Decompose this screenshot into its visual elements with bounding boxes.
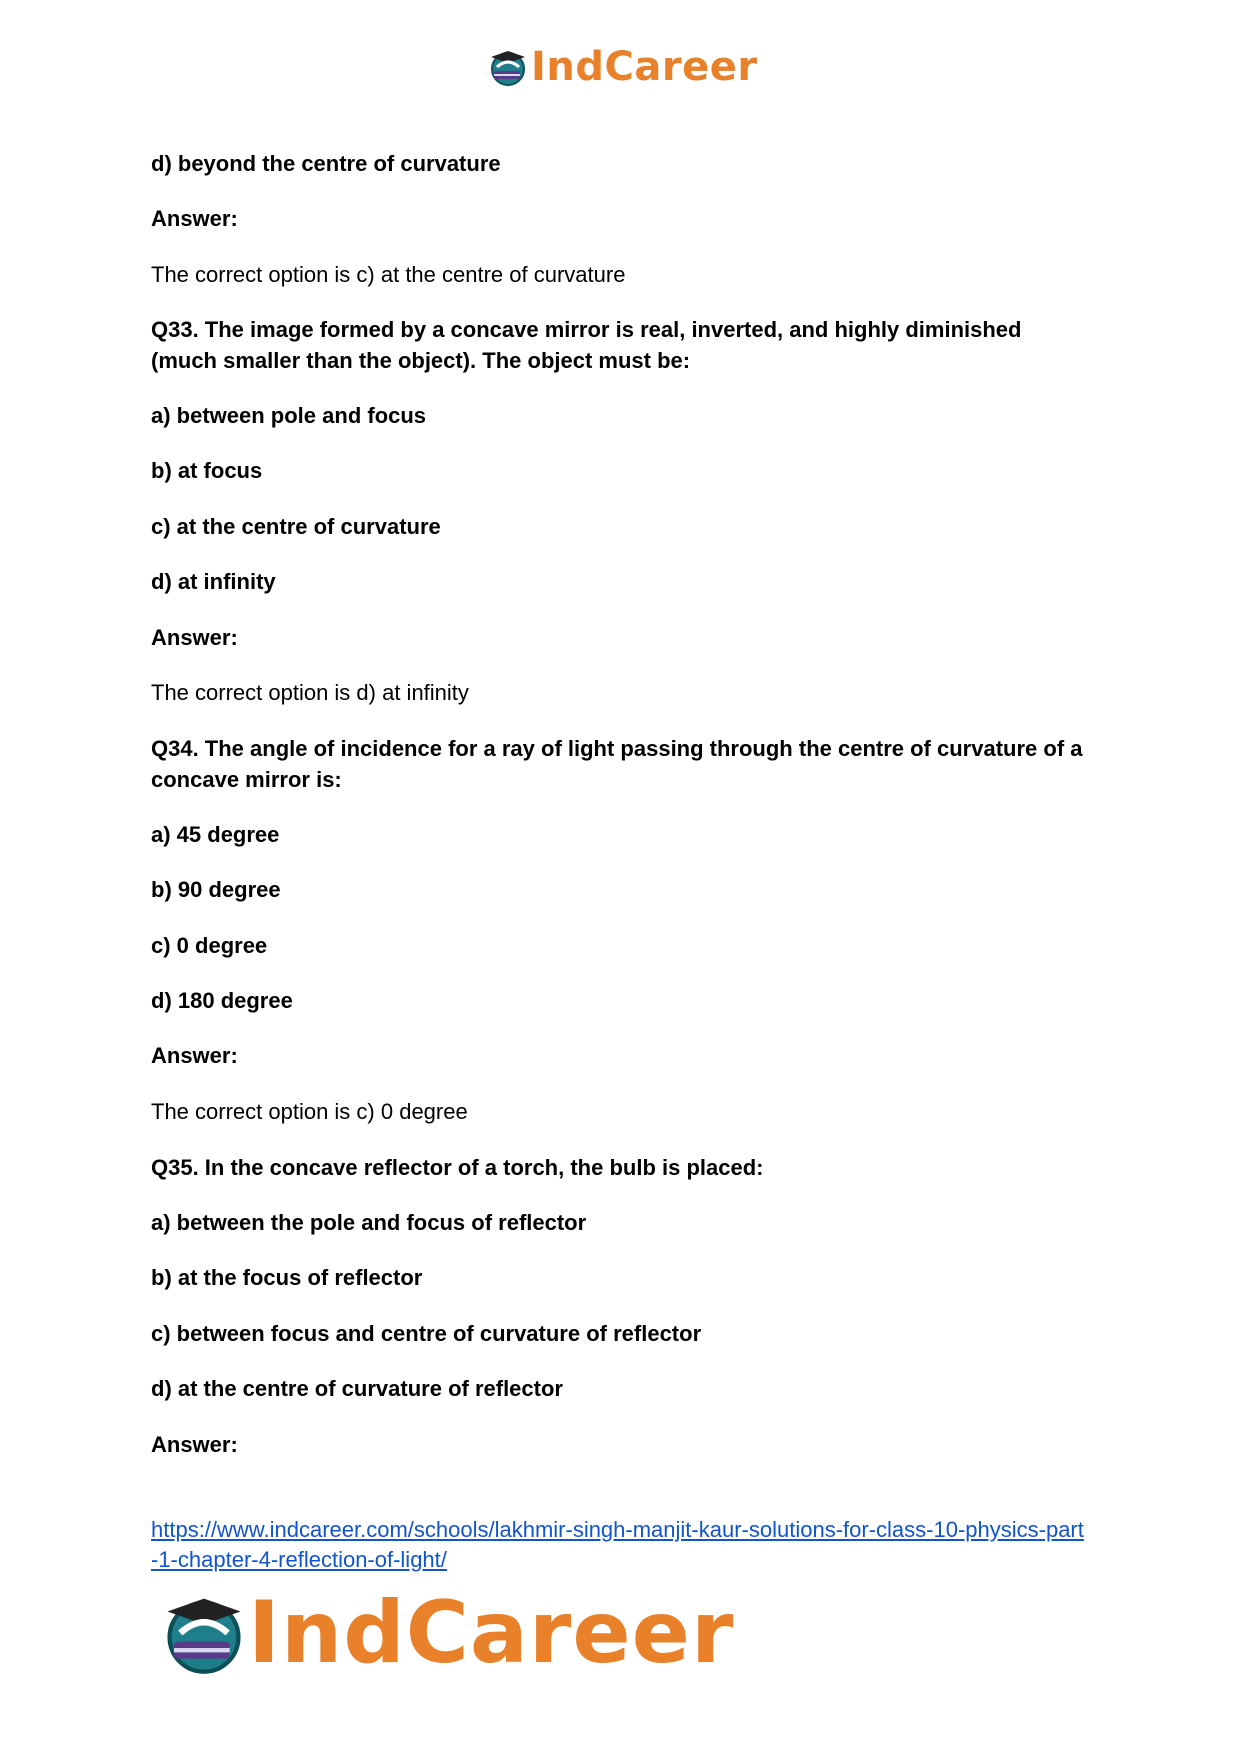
answer-text: The correct option is d) at infinity xyxy=(151,680,469,705)
header-logo xyxy=(489,44,758,90)
footer-logo-text: IndCareer xyxy=(248,1583,735,1683)
option-text: c) at the centre of curvature xyxy=(151,514,441,539)
option-text: d) beyond the centre of curvature xyxy=(151,151,501,176)
option-text: b) 90 degree xyxy=(151,877,281,902)
graduation-book-globe-icon xyxy=(489,47,527,87)
option-text: d) 180 degree xyxy=(151,988,293,1013)
graduation-book-globe-icon xyxy=(162,1590,246,1676)
question-33: Q33. The image formed by a concave mirror is real, inverted, and highly diminished (much smaller than the object). The object must be: xyxy=(151,317,1022,373)
option-text: b) at focus xyxy=(151,458,263,483)
source-link[interactable]: https://www.indcareer.com/schools/lakhmir-singh-manjit-kaur-solutions-for-class-10-physics-part-1-chapter-4-reflection-of-light/ xyxy=(151,1517,1084,1572)
option-text: a) between the pole and focus of reflector xyxy=(151,1210,587,1235)
option-text: b) at the focus of reflector xyxy=(151,1265,423,1290)
option-text: a) between pole and focus xyxy=(151,403,427,428)
header-logo-text: IndCareer xyxy=(531,44,758,90)
option-text: d) at the centre of curvature of reflector xyxy=(151,1376,563,1401)
option-text: c) 0 degree xyxy=(151,933,268,958)
answer-text: The correct option is c) at the centre of curvature xyxy=(151,262,626,287)
option-text: a) 45 degree xyxy=(151,822,280,847)
footer-logo xyxy=(162,1583,735,1683)
question-35: Q35. In the concave reflector of a torch, the bulb is placed: xyxy=(151,1155,764,1180)
question-34: Q34. The angle of incidence for a ray of light passing through the centre of curvature of a concave mirror is: xyxy=(151,736,1083,792)
answer-heading: Answer: xyxy=(151,1432,238,1457)
answer-heading: Answer: xyxy=(151,1043,238,1068)
option-text: d) at infinity xyxy=(151,569,276,594)
answer-text: The correct option is c) 0 degree xyxy=(151,1099,468,1124)
option-text: c) between focus and centre of curvature of reflector xyxy=(151,1321,702,1346)
answer-heading: Answer: xyxy=(151,625,238,650)
answer-heading: Answer: xyxy=(151,206,238,231)
